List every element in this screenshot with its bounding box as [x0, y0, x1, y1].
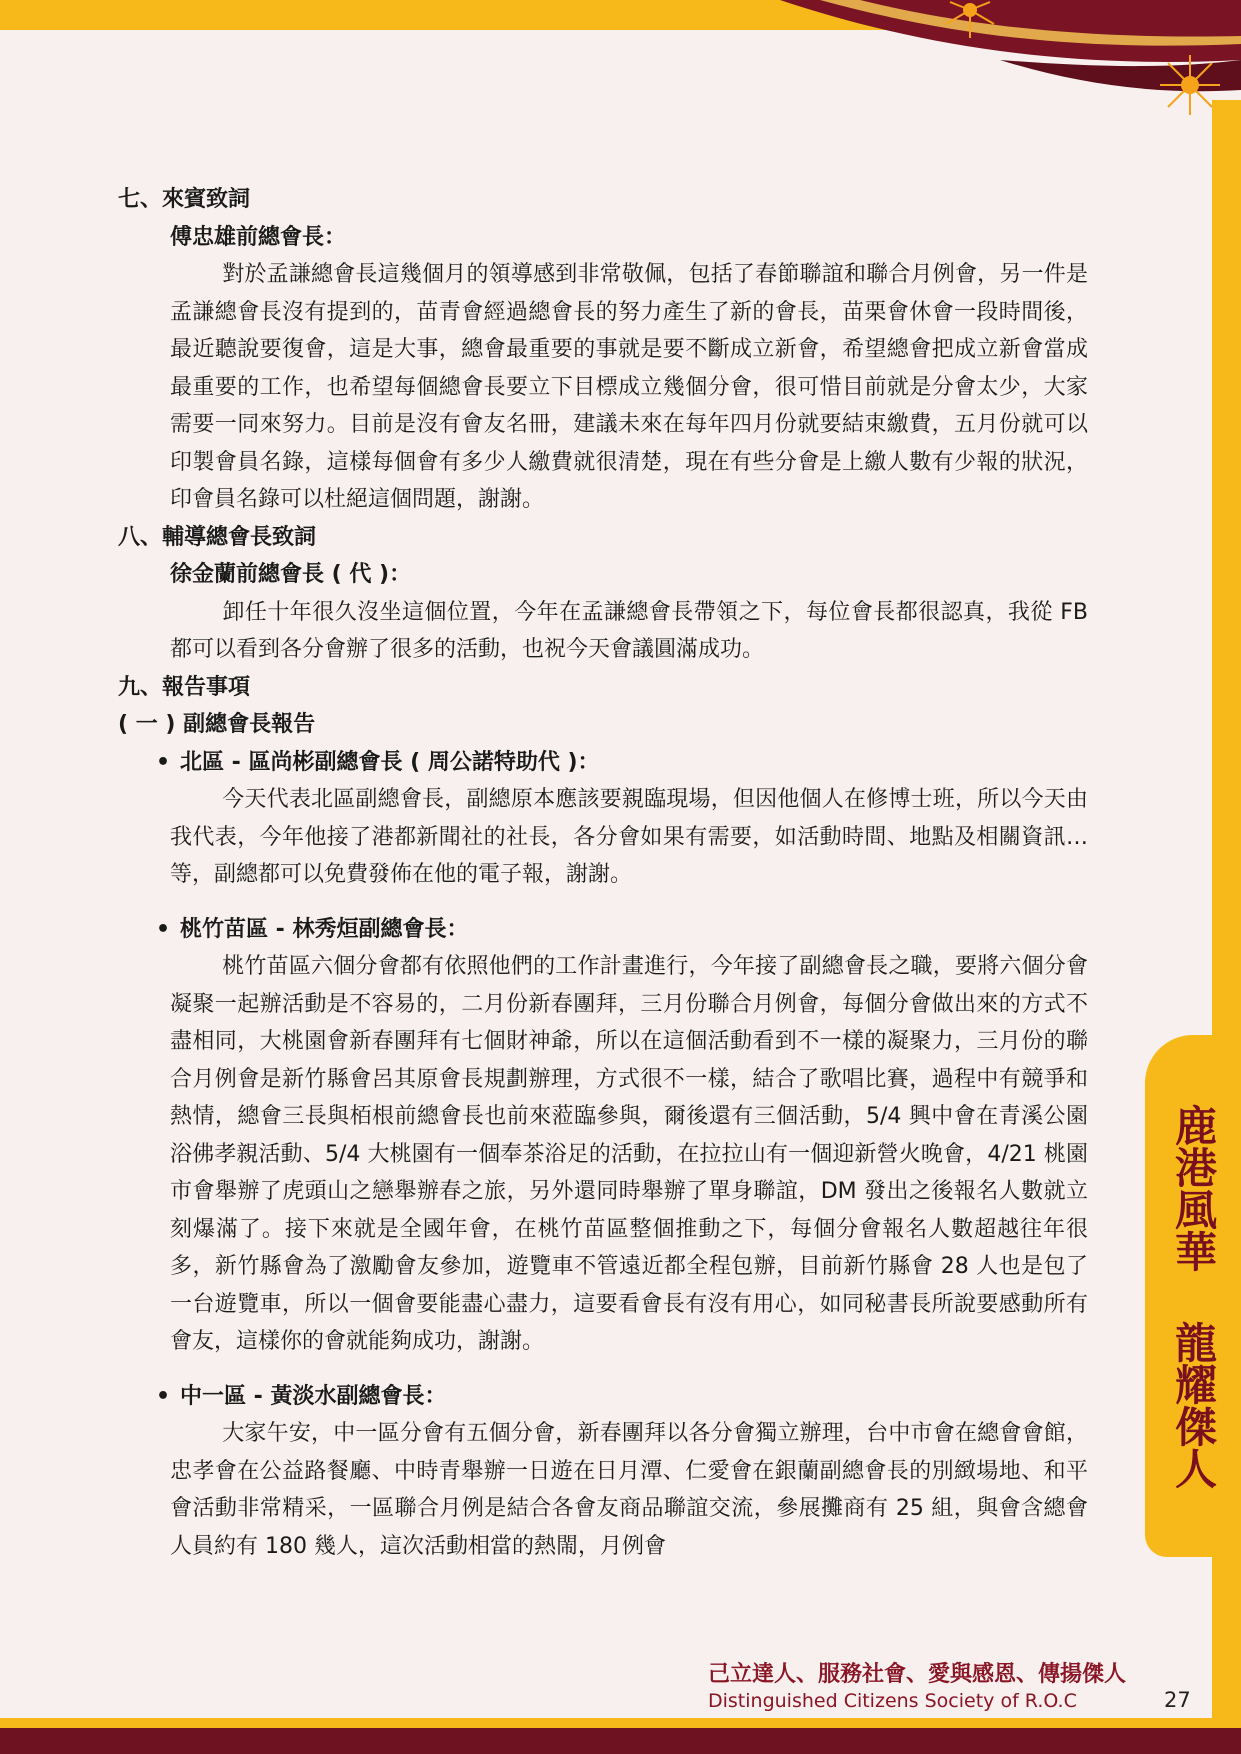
- bottom-band: [0, 1728, 1241, 1754]
- bullet-icon: •: [156, 916, 171, 942]
- top-swoosh-decoration: [0, 0, 1241, 140]
- sunburst-icon: [1160, 55, 1220, 115]
- speaker-name: 徐金蘭前總會長 ( 代 )：: [170, 562, 412, 587]
- bullet-icon: •: [156, 749, 171, 775]
- report-paragraph: 桃竹苗區六個分會都有依照他們的工作計畫進行，今年接了副總會長之職，要將六個分會凝聚一起辦活動是不容易的，二月份新春團拜，三月份聯合月例會，每個分會做出來的方式不盡相同，大桃園會新春團拜有七個財神爺，所以在這個活動看到不一樣的凝聚力，三月份的聯合月例會是新竹縣會呂其原會長規劃辦理，方式很不一樣，結合了歌唱比賽，過程中有競爭和熱情，總會三長與栢根前總會長也前來蒞臨參與，爾後還有三個活動，5/4 興中會在青溪公園浴佛孝親活動、5/4 大桃園有一個奉茶浴足的活動，在拉拉山有一個迎新營火晚會，4/21 桃園市會舉辦了虎頭山之戀舉辦春之旅，另外還同時舉辦了單身聯誼，DM 發出之後報名人數就立刻爆滿了。接下來就是全國年會，在桃竹苗區整個推動之下，每個分會報名人數超越往年很多，新竹縣會為了激勵會友參加，遊覽車不管遠近都全程包辦，目前新竹縣會 28 人也是包了一台遊覽車，所以一個會要能盡心盡力，這要看會長有沒有用心，如同秘書長所說要感動所有會友，這樣你的會就能夠成功，謝謝。: [170, 954, 1088, 1354]
- report-item-title: • 桃竹苗區 - 林秀烜副總會長：: [156, 911, 1098, 949]
- section-heading: 八、輔導總會長致詞: [118, 524, 317, 550]
- footer-slogan: 己立達人、服務社會、愛與感恩、傳揚傑人: [708, 1661, 1127, 1687]
- speaker-name: 傅忠雄前總會長：: [170, 224, 347, 250]
- speech-paragraph: 對於孟謙總會長這幾個月的領導感到非常敬佩，包括了春節聯誼和聯合月例會，另一件是孟謙總會長沒有提到的，苗青會經過總會長的努力產生了新的會長，苗栗會休會一段時間後，最近聽說要復會，這是大事，總會最重要的事就是要不斷成立新會，希望總會把成立新會當成最重要的工作，也希望每個總會長要立下目標成立幾個分會，很可惜目前就是分會太少，大家需要一同來努力。目前是沒有會友名冊，建議未來在每年四月份就要結束繳費，五月份就可以印製會員名錄，這樣每個會有多少人繳費就很清楚，現在有些分會是上繳人數有少報的狀況，印會員名錄可以杜絕這個問題，謝謝。: [170, 262, 1088, 512]
- speech-paragraph: 卸任十年很久沒坐這個位置，今年在孟謙總會長帶領之下，每位會長都很認真，我從 FB 都可以看到各分會辦了很多的活動，也祝今天會議圓滿成功。: [170, 599, 1088, 662]
- report-paragraph: 大家午安，中一區分會有五個分會，新春團拜以各分會獨立辦理，台中市會在總會會館，忠孝會在公益路餐廳、中時青舉辦一日遊在日月潭、仁愛會在銀蘭副總會長的別緻場地、和平會活動非常精采，一區聯合月例是結合各會友商品聯誼交流，參展攤商有 25 組，與會含總會人員約有 180 幾人，這次活動相當的熱閙，月例會: [170, 1421, 1088, 1559]
- report-item-title: • 中一區 - 黃淡水副總會長：: [156, 1378, 1098, 1416]
- section-heading: 七、來賓致詞: [118, 187, 251, 212]
- bullet-icon: •: [156, 1383, 171, 1409]
- section-heading: 九、報告事項: [118, 674, 251, 700]
- report-item-title: • 北區 - 區尚彬副總會長 ( 周公諾特助代 )：: [156, 744, 1098, 782]
- bottom-stripe: [0, 1718, 1241, 1728]
- document-body: [118, 181, 1098, 1565]
- subsection-heading: ( 一 ) 副總會長報告: [118, 712, 316, 737]
- footer-org-name: Distinguished Citizens Society of R.O.C: [708, 1690, 1077, 1712]
- side-tab-title: 鹿港風華 龍耀傑人: [1169, 1103, 1218, 1489]
- report-paragraph: 今天代表北區副總會長，副總原本應該要親臨現場，但因他個人在修博士班，所以今天由我代表，今年他接了港都新聞社的社長，各分會如果有需要，如活動時間、地點及相關資訊…等，副總都可以免費發佈在他的電子報，謝謝。: [170, 787, 1088, 887]
- page-number: 27: [1164, 1688, 1191, 1712]
